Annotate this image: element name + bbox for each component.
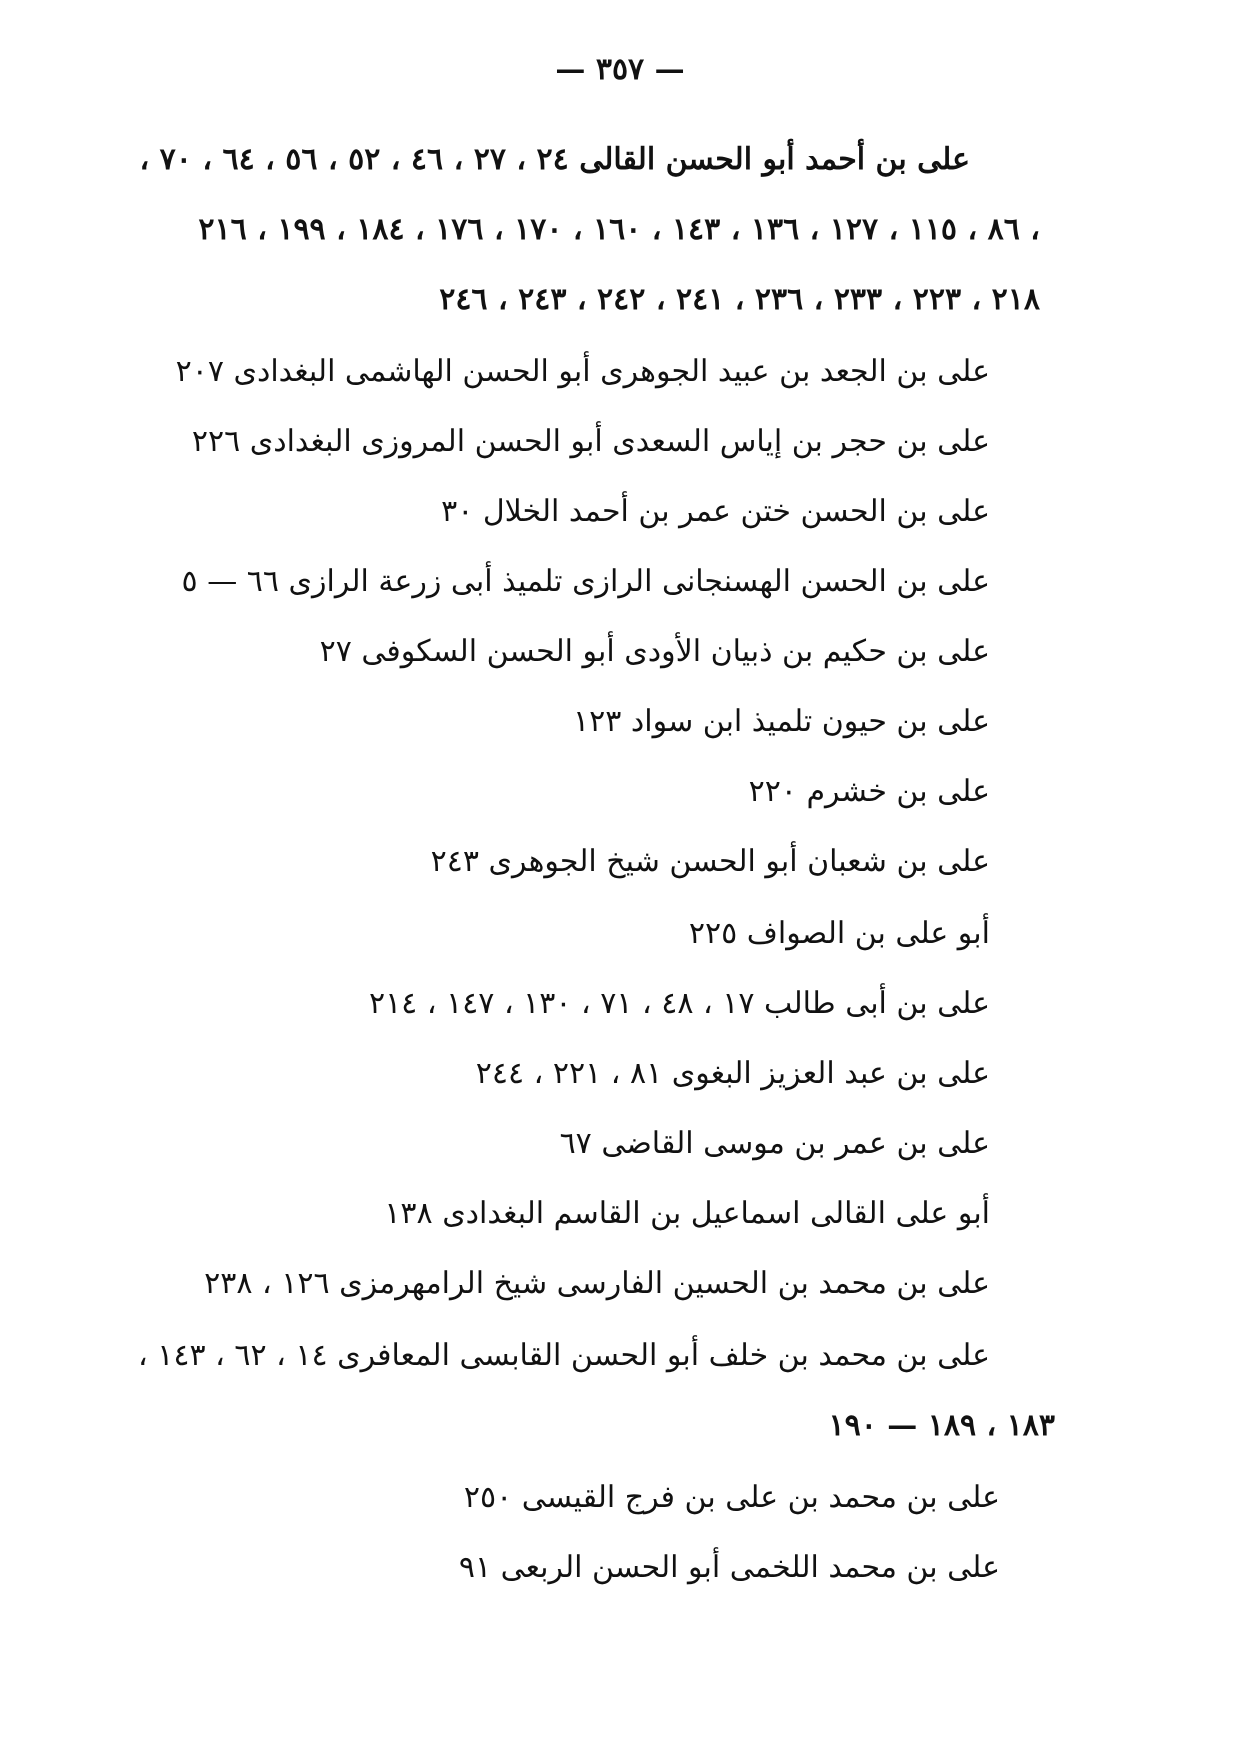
index-entry-line: على بن حكيم بن ذبيان الأودى أبو الحسن السكوفى ٢٧ bbox=[319, 634, 990, 669]
index-entry-line: على بن محمد بن خلف أبو الحسن القابسى المعافرى ١٤ ، ٦٢ ، ١٤٣ ، bbox=[138, 1338, 990, 1373]
index-entry-line: أبو على القالى اسماعيل بن القاسم البغدادى ١٣٨ bbox=[384, 1196, 990, 1231]
index-entry-line: أبو على بن الصواف ٢٢٥ bbox=[688, 916, 990, 951]
page-number: — ٣٥٧ — bbox=[555, 52, 685, 87]
index-entry-line: على بن حيون تلميذ ابن سواد ١٢٣ bbox=[573, 704, 990, 739]
index-entry-line: على بن محمد بن الحسين الفارسى شيخ الرامهرمزى ١٢٦ ، ٢٣٨ bbox=[204, 1266, 990, 1301]
index-entry-line: على بن عبد العزيز البغوى ٨١ ، ٢٢١ ، ٢٤٤ bbox=[475, 1056, 990, 1091]
index-entry-line: ٨٦ ، ١١٥ ، ١٢٧ ، ١٣٦ ، ١٤٣ ، ١٦٠ ، ١٧٠ ، ١٧٦ ، ١٨٤ ، ١٩٩ ، ٢١٦ ، bbox=[198, 212, 1040, 247]
index-entry-line: على بن أبى طالب ١٧ ، ٤٨ ، ٧١ ، ١٣٠ ، ١٤٧ ، ٢١٤ bbox=[368, 986, 990, 1021]
index-entry-line: على بن شعبان أبو الحسن شيخ الجوهرى ٢٤٣ bbox=[430, 844, 990, 879]
index-entry-line: على بن خشرم ٢٢٠ bbox=[748, 774, 990, 809]
index-entry-line: على بن محمد اللخمى أبو الحسن الربعى ٩١ bbox=[458, 1550, 1000, 1585]
index-entry-line: على بن عمر بن موسى القاضى ٦٧ bbox=[559, 1126, 990, 1161]
index-entry-line: ١٨٣ ، ١٨٩ — ١٩٠ bbox=[828, 1408, 1055, 1443]
index-entry-line: على بن الحسن الهسنجانى الرازى تلميذ أبى زرعة الرازى ٦٦ — ٥ bbox=[181, 564, 990, 599]
index-entry-line: على بن أحمد أبو الحسن القالى ٢٤ ، ٢٧ ، ٤٦ ، ٥٢ ، ٥٦ ، ٦٤ ، ٧٠ ، bbox=[139, 142, 970, 177]
index-entry-line: ٢١٨ ، ٢٢٣ ، ٢٣٣ ، ٢٣٦ ، ٢٤١ ، ٢٤٢ ، ٢٤٣ ، ٢٤٦ bbox=[439, 282, 1040, 317]
index-entry-line: على بن حجر بن إياس السعدى أبو الحسن المروزى البغدادى ٢٢٦ bbox=[191, 424, 990, 459]
index-entry-line: على بن الجعد بن عبيد الجوهرى أبو الحسن الهاشمى البغدادى ٢٠٧ bbox=[175, 354, 990, 389]
index-entry-line: على بن الحسن ختن عمر بن أحمد الخلال ٣٠ bbox=[441, 494, 990, 529]
index-entry-line: على بن محمد بن على بن فرج القيسى ٢٥٠ bbox=[463, 1480, 1000, 1515]
